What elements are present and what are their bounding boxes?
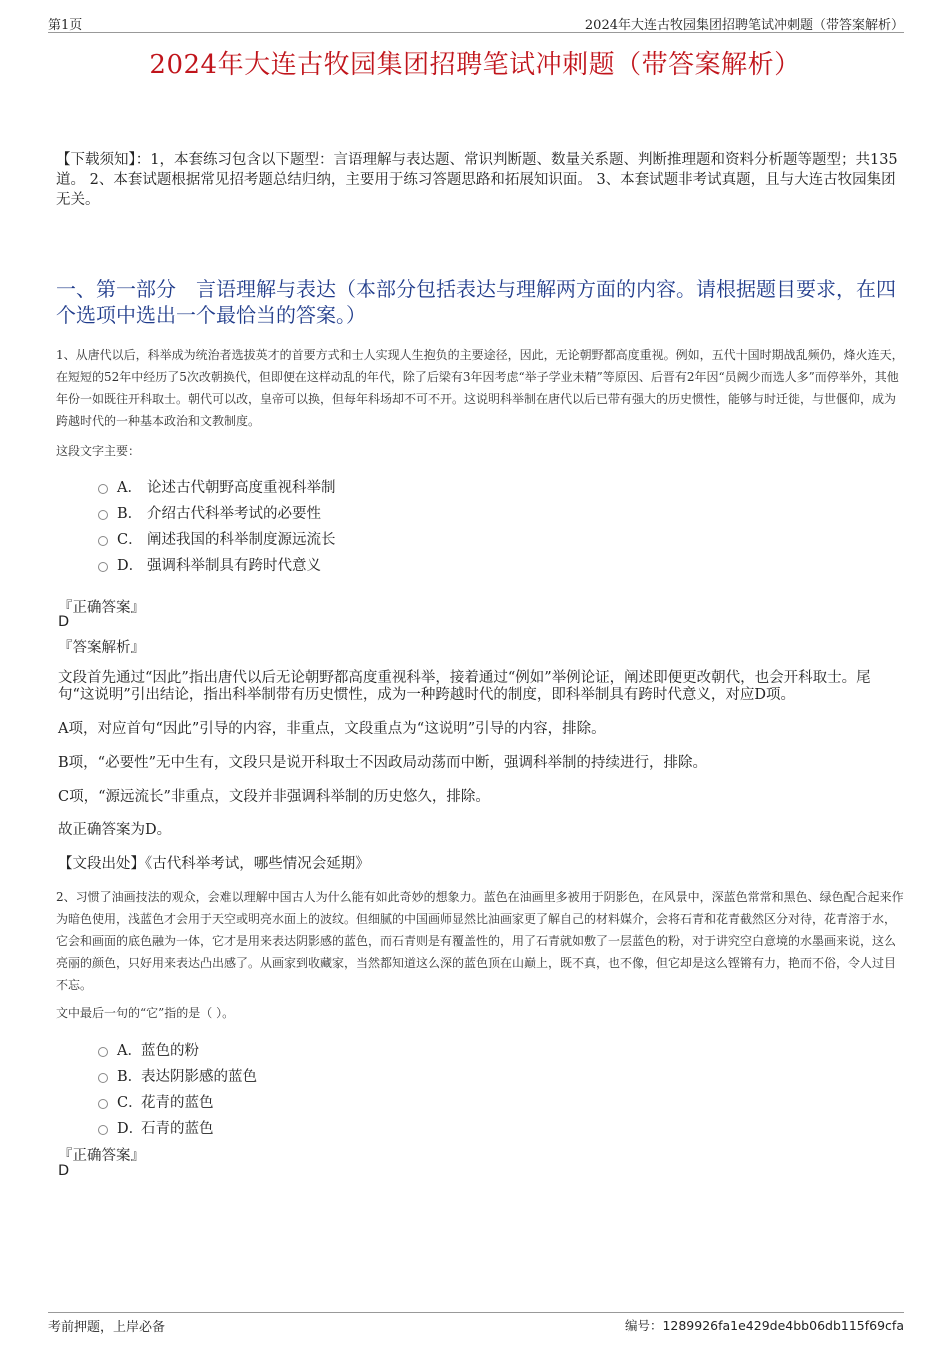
document-title: 2024年大连古牧园集团招聘笔试冲刺题（带答案解析） bbox=[149, 50, 801, 80]
q1-option-c[interactable]: C． 阐述我国的科举制度源远流长 bbox=[98, 525, 336, 551]
radio-icon[interactable] bbox=[98, 562, 108, 572]
q1-option-b[interactable]: B． 介绍古代科举考试的必要性 bbox=[98, 499, 336, 525]
radio-icon[interactable] bbox=[98, 1125, 108, 1135]
radio-icon[interactable] bbox=[98, 536, 108, 546]
q1-answer-label: 『正确答案』 bbox=[58, 600, 145, 616]
q1-analysis-label: 『答案解析』 bbox=[58, 640, 145, 656]
q2-option-c[interactable]: C． 花青的蓝色 bbox=[98, 1088, 257, 1114]
q2-answer-label: 『正确答案』 bbox=[58, 1148, 145, 1164]
q1-options bbox=[98, 473, 336, 577]
q2-option-b[interactable]: B． 表达阴影感的蓝色 bbox=[98, 1062, 257, 1088]
q1-analysis-5: 故正确答案为D。 bbox=[58, 822, 172, 838]
q2-answer: D bbox=[58, 1163, 70, 1179]
radio-icon[interactable] bbox=[98, 1073, 108, 1083]
radio-icon[interactable] bbox=[98, 1099, 108, 1109]
q2-option-a[interactable]: A． 蓝色的粉 bbox=[98, 1036, 257, 1062]
q1-option-a[interactable]: A． 论述古代朝野高度重视科举制 bbox=[98, 473, 336, 499]
footer-doc-id: 编号：1289926fa1e429de4bb06db115f69cfa bbox=[624, 1318, 904, 1333]
q1-answer: D bbox=[58, 614, 70, 630]
page-number: 第1页 bbox=[48, 18, 83, 33]
section-title: 一、第一部分 言语理解与表达（本部分包括表达与理解两方面的内容。请根据题目要求，在四个选项中选出一个最恰当的答案。） bbox=[56, 277, 896, 327]
q1-passage: 1、从唐代以后，科举成为统治者选拔英才的首要方式和士人实现人生抱负的主要途径，因此，无论朝野都高度重视。例如，五代十国时期战乱频仍，烽火连天，在短短的52年中经历了5次改朝换代，但即便在这样动乱的年代，除了后梁有3年因考虑“举子学业未精”等原因、后晋有2年因“员阙少而选人多”而停举外，其他年份一如既往开科取士。朝代可以改，皇帝可以换，但每年科场却不可不开。这说明科举制在唐代以后已带有强大的历史惯性，能够与时迁徙，与世偃仰，成为跨越时代的一种基本政治和文教制度。 bbox=[56, 348, 904, 428]
download-notice: 【下载须知】：1，本套练习包含以下题型：言语理解与表达题、常识判断题、数量关系题、判断推理题和资料分析题等题型；共135道。 2、本套试题根据常见招考题总结归纳，主要用于练习答题思路和拓展知识面。 3、本套试题非考试真题，且与大连古牧园集团无关。 bbox=[56, 152, 898, 208]
q1-prompt: 这段文字主要： bbox=[56, 444, 141, 458]
q2-prompt: 文中最后一句的“它”指的是（ ）。 bbox=[56, 1006, 235, 1020]
footer-slogan: 考前押题，上岸必备 bbox=[48, 1320, 166, 1335]
radio-icon[interactable] bbox=[98, 1047, 108, 1057]
q1-analysis-2: A项，对应首句“因此”引导的内容，非重点，文段重点为“这说明”引导的内容，排除。 bbox=[58, 721, 606, 737]
q1-option-d[interactable]: D． 强调科举制具有跨时代意义 bbox=[98, 551, 336, 577]
q2-passage: 2、习惯了油画技法的观众，会难以理解中国古人为什么能有如此奇妙的想象力。蓝色在油画里多被用于阴影色，在风景中，深蓝色常常和黑色、绿色配合起来作为暗色使用，浅蓝色才会用于天空或明亮水面上的波纹。但细腻的中国画师显然比油画家更了解自己的材料媒介，会将石青和花青截然区分对待，花青溶于水，它会和画面的底色融为一体，它才是用来表达阴影感的蓝色，而石青则是有覆盖性的，用了石青就如敷了一层蓝色的粉，对于讲究空白意境的水墨画来说，这么亮丽的颜色，只好用来表达凸出感了。从画家到收藏家，当然都知道这么深的蓝色顶在山巅上，既不真，也不像，但它却是这么铿锵有力，艳而不俗，令人过目不忘。 bbox=[56, 890, 904, 992]
radio-icon[interactable] bbox=[98, 510, 108, 520]
page-header bbox=[48, 12, 904, 33]
q1-source: 【文段出处】《古代科举考试，哪些情况会延期》 bbox=[58, 856, 370, 872]
q2-option-d[interactable]: D． 石青的蓝色 bbox=[98, 1114, 257, 1140]
q1-analysis-4: C项，“源远流长”非重点，文段并非强调科举制的历史悠久，排除。 bbox=[58, 789, 490, 805]
q1-analysis-3: B项，“必要性”无中生有，文段只是说开科取士不因政局动荡而中断，强调科举制的持续进行，排除。 bbox=[58, 755, 707, 771]
q2-options bbox=[98, 1036, 257, 1140]
radio-icon[interactable] bbox=[98, 484, 108, 494]
q1-analysis-1: 文段首先通过“因此”指出唐代以后无论朝野都高度重视科举，接着通过“例如”举例论证，阐述即便更改朝代，也会开科取士。尾句“这说明”引出结论，指出科举制带有历史惯性，成为一种跨越时代的制度，即科举制具有跨时代意义，对应D项。 bbox=[58, 670, 871, 703]
page-footer bbox=[48, 1312, 904, 1335]
header-doc-title: 2024年大连古牧园集团招聘笔试冲刺题（带答案解析） bbox=[584, 18, 904, 33]
